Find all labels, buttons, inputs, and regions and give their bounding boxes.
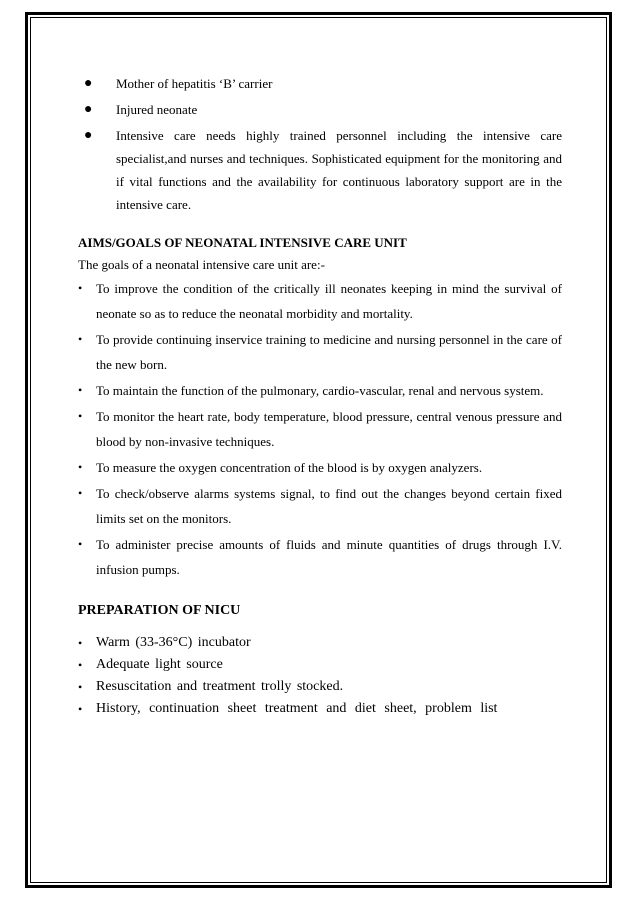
bullet-icon: • (78, 680, 83, 694)
list-item (78, 98, 562, 121)
list-item-text: Intensive care needs highly trained personnel including the intensive care specialist,and nurses and techniques. Sophisticated equipment for the monitoring and if vital functions and the availability for continuous laboratory support are in the intensive care. (116, 128, 562, 212)
top-bullet-list (78, 72, 562, 216)
bullet-icon: • (78, 636, 83, 650)
list-item (78, 654, 562, 676)
list-item (78, 481, 562, 531)
list-item-text: Warm (33-36°C) incubator (96, 635, 251, 650)
aims-intro: The goals of a neonatal intensive care unit are:- (78, 257, 325, 272)
prep-list (78, 632, 562, 720)
list-item-text: To maintain the function of the pulmonary, cardio-vascular, renal and nervous system. (96, 383, 544, 398)
bullet-icon: • (78, 332, 83, 346)
list-item-text: To measure the oxygen concentration of the blood is by oxygen analyzers. (96, 460, 483, 475)
bullet-icon: ● (84, 128, 93, 143)
list-item (78, 632, 562, 654)
list-item (78, 676, 562, 698)
list-item-text: Injured neonate (116, 102, 198, 117)
bullet-icon: • (78, 281, 83, 295)
list-item (78, 404, 562, 454)
list-item-text: To provide continuing inservice training to medicine and nursing personnel in the care of the new born. (96, 332, 562, 372)
list-item-text: History, continuation sheet treatment and diet sheet, problem list (96, 701, 498, 716)
list-item (78, 327, 562, 377)
bullet-icon: • (78, 658, 83, 672)
list-item-text: To monitor the heart rate, body temperature, blood pressure, central venous pressure and blood by non-invasive techniques. (96, 409, 562, 449)
list-item (78, 532, 562, 582)
list-item-text: To check/observe alarms systems signal, to find out the changes beyond certain fixed limits set on the monitors. (96, 486, 562, 526)
aims-heading: AIMS/GOALS OF NEONATAL INTENSIVE CARE UNIT (78, 235, 407, 250)
list-item-text: Mother of hepatitis ‘B’ carrier (116, 76, 273, 91)
bullet-icon: • (78, 486, 83, 500)
bullet-icon: ● (84, 102, 93, 117)
bullet-icon: ● (84, 76, 93, 91)
list-item-text: Adequate light source (96, 657, 223, 672)
list-item (78, 698, 562, 720)
bullet-icon: • (78, 409, 83, 423)
aims-list (78, 276, 562, 582)
list-item-text: Resuscitation and treatment trolly stocked. (96, 679, 344, 694)
list-item-text: To administer precise amounts of fluids and minute quantities of drugs through I.V. infusion pumps. (96, 537, 562, 577)
bullet-icon: • (78, 537, 83, 551)
bullet-icon: • (78, 383, 83, 397)
document-body (78, 72, 562, 720)
list-item (78, 72, 562, 95)
list-item (78, 276, 562, 326)
list-item (78, 455, 562, 480)
prep-heading: PREPARATION OF NICU (78, 603, 241, 618)
list-item (78, 124, 562, 216)
bullet-icon: • (78, 702, 83, 716)
list-item (78, 378, 562, 403)
bullet-icon: • (78, 460, 83, 474)
list-item-text: To improve the condition of the critically ill neonates keeping in mind the survival of neonate so as to reduce the neonatal morbidity and mortality. (96, 281, 562, 321)
